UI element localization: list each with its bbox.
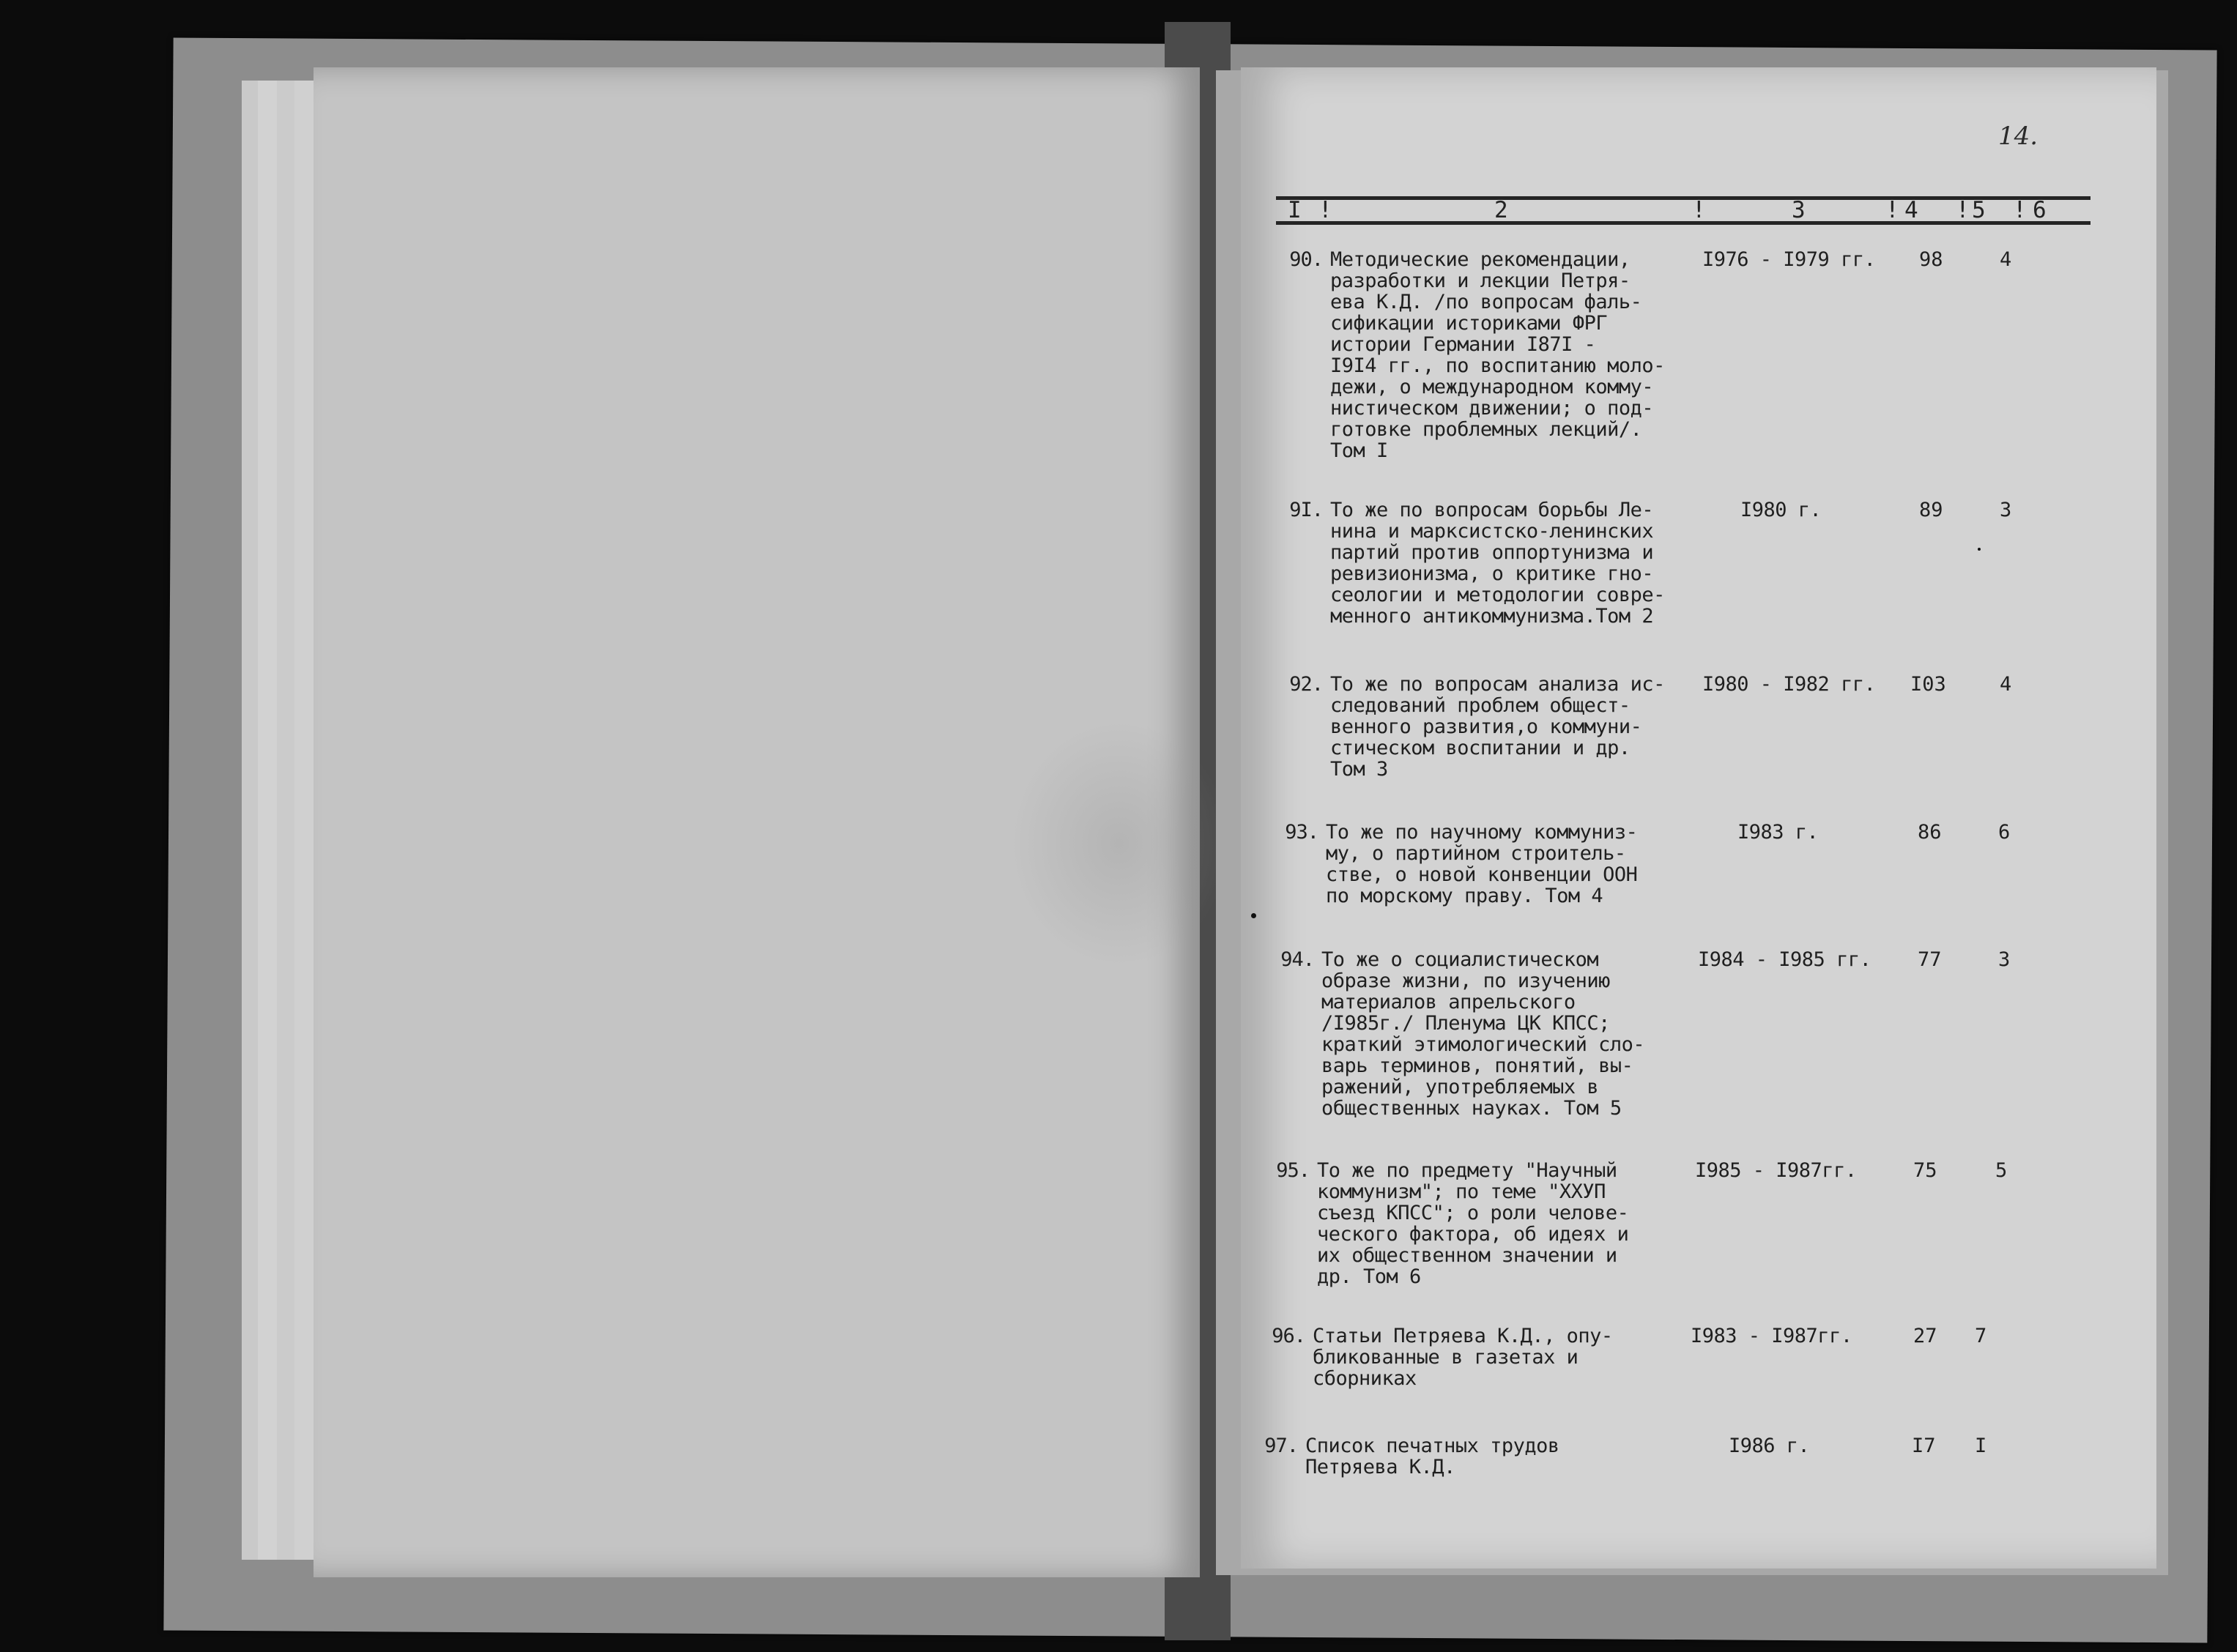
row-col5: 4 (2000, 673, 2012, 696)
row-title: Список печатных трудов Петряева К.Д. (1305, 1435, 1559, 1478)
table-row (1272, 674, 2077, 784)
folio-number: 14. (1998, 122, 2038, 151)
row-number: 96. (1272, 1325, 1305, 1347)
row-dates: I984 - I985 гг. (1698, 948, 1871, 971)
ink-speck (1251, 913, 1256, 918)
col-header-sep: ! (1692, 197, 1706, 223)
row-col5: 7 (1975, 1325, 1987, 1347)
row-title: То же по вопросам анализа ис- следований проблем общест- венного развития,о коммуни- стическом воспитании и др. Том 3 (1330, 673, 1665, 781)
row-col5: 4 (2000, 248, 2012, 271)
table-row (1254, 1325, 2060, 1391)
row-title: То же о социалистическом образе жизни, по изучению материалов апрельского /I985г./ Пленума ЦК КПСС; краткий этимологический сло- варь терминов, понятий, вы- ражений, употребляемых в общественных науках. Том 5 (1321, 948, 1645, 1120)
row-dates: I976 - I979 гг. (1702, 248, 1876, 271)
table-row (1267, 822, 2073, 909)
row-dates: I985 - I987гг. (1695, 1159, 1857, 1182)
row-title: То же по вопросам борьбы Ле- нина и марксистско-ленинских партий против оппортунизма и ревизионизма, о критике гно- сеологии и методологии совре- менного антикоммунизма.Том 2 (1330, 499, 1665, 628)
table-row (1263, 949, 2069, 1125)
show-through-marks (1009, 719, 1229, 968)
row-number: 95. (1276, 1159, 1310, 1182)
col-header-sep: ! (1318, 197, 1332, 223)
table-row (1272, 499, 2077, 631)
row-dates: I983 - I987гг. (1691, 1325, 1852, 1347)
row-col5: I (1975, 1435, 1987, 1457)
row-dates: I980 г. (1740, 499, 1822, 521)
row-title: Статьи Петряева К.Д., опу- бликованные в газетах и сборниках (1313, 1325, 1613, 1390)
ink-speck (1978, 548, 1981, 551)
col-header-3: 3 (1792, 197, 1806, 223)
row-col5: 5 (1995, 1159, 2008, 1182)
col-header-5: 5 (1972, 197, 1986, 223)
col-header-2: 2 (1494, 197, 1508, 223)
row-number: 94. (1280, 948, 1314, 971)
row-title: То же по научному коммуниз- му, о партийном строитель- стве, о новой конвенции ООН по морскому праву. Том 4 (1326, 821, 1638, 907)
row-dates: I980 - I982 гг. (1702, 673, 1876, 696)
col-header-sep: ! (1885, 197, 1899, 223)
col-header-6: 6 (2033, 197, 2047, 223)
row-sheets: 27 (1913, 1325, 1937, 1347)
row-sheets: I7 (1912, 1435, 1936, 1457)
table-row (1272, 249, 2077, 469)
col-header-sep: ! (2013, 197, 2027, 223)
row-sheets: 77 (1918, 948, 1942, 971)
row-number: 97. (1264, 1435, 1298, 1457)
row-number: 90. (1289, 248, 1323, 271)
row-col5: 3 (1998, 948, 2011, 971)
table-row (1247, 1435, 2052, 1487)
left-page (314, 67, 1200, 1577)
row-dates: I983 г. (1737, 821, 1819, 844)
row-title: То же по предмету "Научный коммунизм"; по теме "XXУП съезд КПСС"; о роли челове- ческого фактора, об идеях и их общественном значении и др. Том 6 (1317, 1159, 1629, 1288)
row-number: 93. (1285, 821, 1318, 844)
row-number: 92. (1289, 673, 1323, 696)
col-header-4: 4 (1904, 197, 1918, 223)
col-header-1: I (1288, 197, 1302, 223)
col-header-sep: ! (1956, 197, 1970, 223)
row-number: 9I. (1289, 499, 1323, 521)
row-col5: 3 (2000, 499, 2012, 521)
row-sheets: 98 (1919, 248, 1943, 271)
row-sheets: 75 (1913, 1159, 1937, 1182)
row-col5: 6 (1998, 821, 2011, 844)
row-sheets: 86 (1918, 821, 1942, 844)
row-sheets: I03 (1910, 673, 1946, 696)
row-sheets: 89 (1919, 499, 1943, 521)
row-dates: I986 г. (1729, 1435, 1810, 1457)
row-title: Методические рекомендации, разработки и лекции Петря- ева К.Д. /по вопросам фаль- сификации историками ФРГ истории Германии I87I - I9I4 гг., по воспитанию моло- дежи, о международном комму- нистическом движении; о под- готовке проблемных лекций/. Том I (1330, 248, 1665, 462)
table-row (1258, 1160, 2064, 1292)
